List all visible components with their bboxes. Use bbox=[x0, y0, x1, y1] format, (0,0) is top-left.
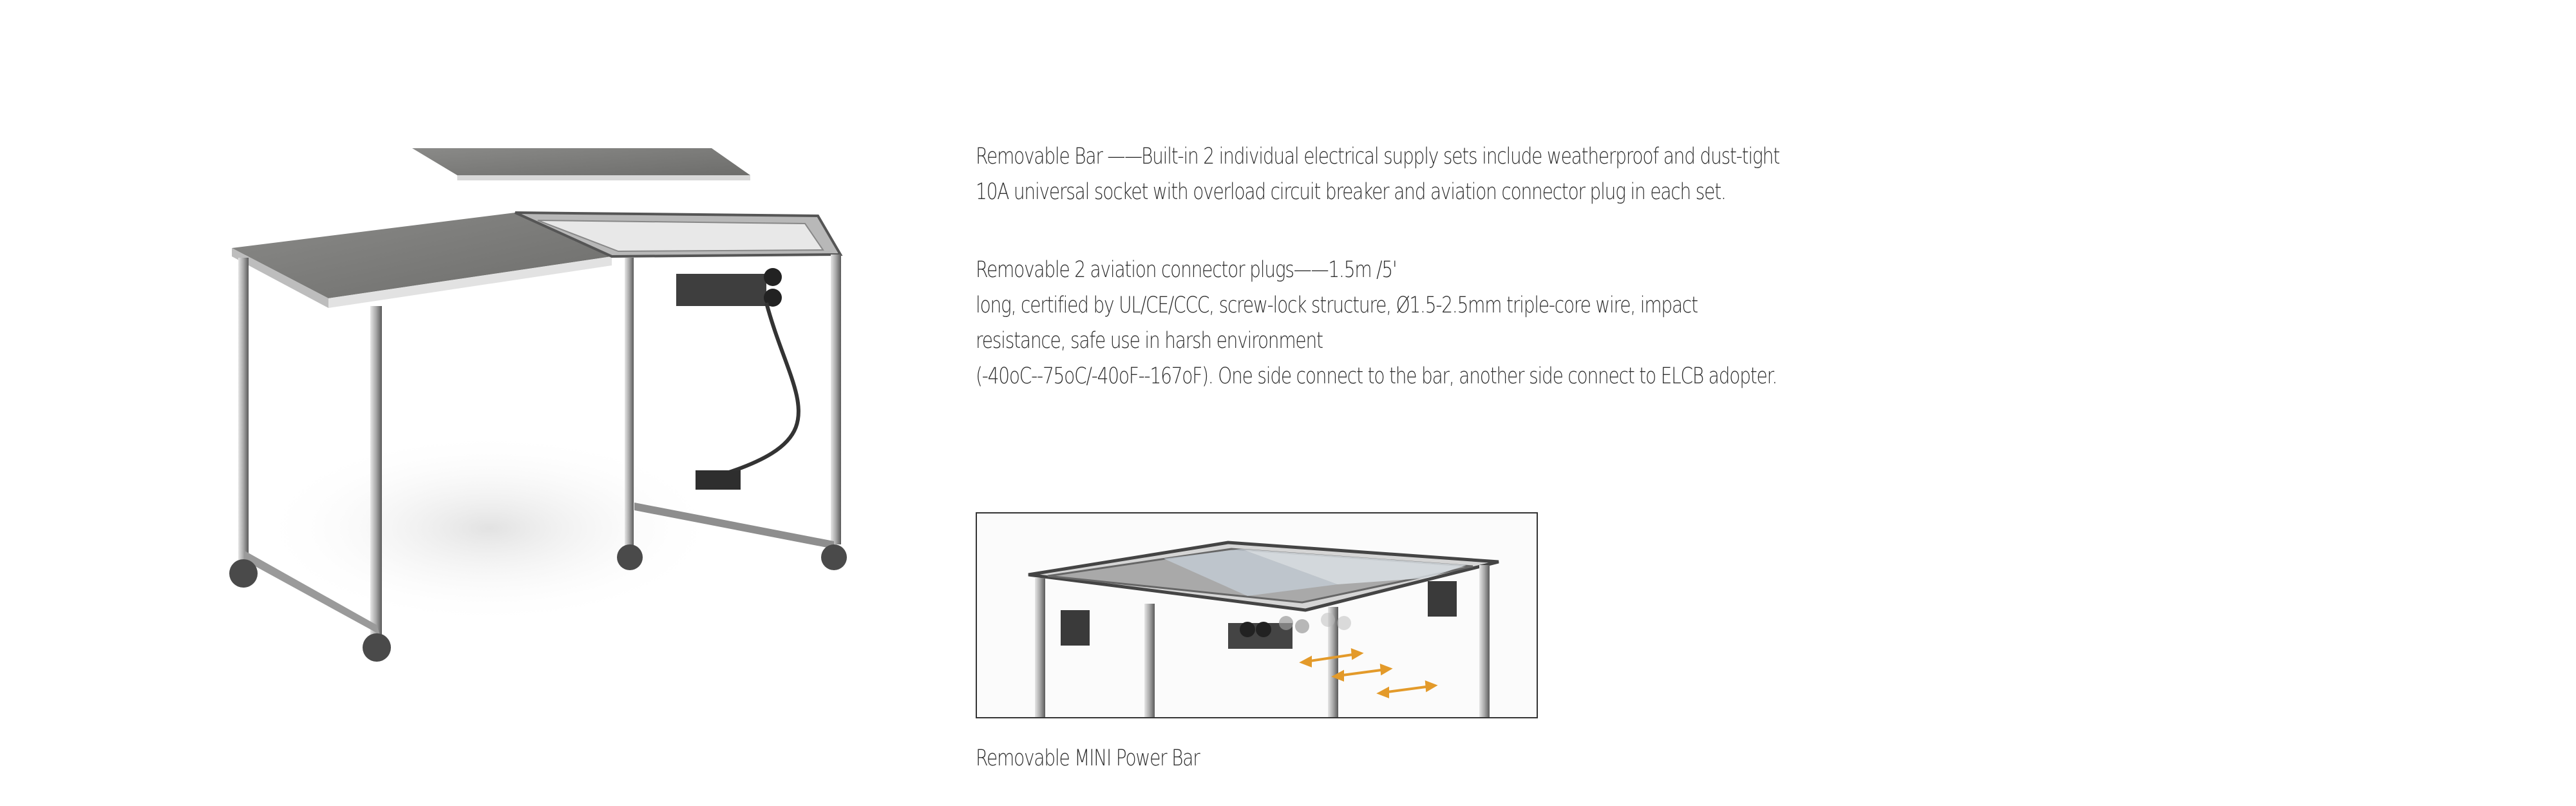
power-cable bbox=[715, 303, 799, 477]
desc-2-line-1: Removable 2 aviation connector plugs——1.5m /5' bbox=[976, 257, 1397, 283]
desc-1-line-1: Removable Bar ——Built-in 2 individual electrical supply sets include weatherproof and dust-tight bbox=[976, 144, 1779, 169]
detail-caption: Removable MINI Power Bar bbox=[976, 745, 1200, 771]
caster-2 bbox=[363, 633, 391, 662]
desc-2-line-4: (-40oC--75oC/-40oF--167oF). One side connect to the bar, another side connect to ELCB adopter. bbox=[976, 363, 1777, 389]
removable-top-panel bbox=[412, 148, 750, 175]
caster-3 bbox=[617, 544, 643, 570]
detail-connector-box-right bbox=[1428, 581, 1457, 617]
leg-back-middle bbox=[831, 254, 841, 544]
leg-front-right bbox=[370, 306, 382, 638]
desc-1-line-2: 10A universal socket with overload circuit breaker and aviation connector plug in each set. bbox=[976, 179, 1726, 205]
table-product-image bbox=[213, 129, 857, 709]
power-bar-detail-image bbox=[976, 512, 1538, 718]
desc-2-line-2: long, certified by UL/CE/CCC, screw-lock structure, Ø1.5-2.5mm triple-core wire, impact bbox=[976, 293, 1698, 318]
caster-1 bbox=[229, 559, 258, 588]
description-aviation-plugs bbox=[976, 253, 1777, 394]
detail-connector-box-left bbox=[1061, 610, 1090, 646]
slide-arrows bbox=[1302, 650, 1435, 696]
connector-box bbox=[676, 274, 766, 306]
leg-back-right bbox=[625, 258, 634, 548]
leg-front-left bbox=[238, 258, 249, 561]
caster-4 bbox=[821, 544, 847, 570]
desc-2-line-3: resistance, safe use in harsh environment bbox=[976, 328, 1323, 354]
description-removable-bar bbox=[976, 139, 1779, 210]
floor-shadow bbox=[258, 432, 721, 625]
